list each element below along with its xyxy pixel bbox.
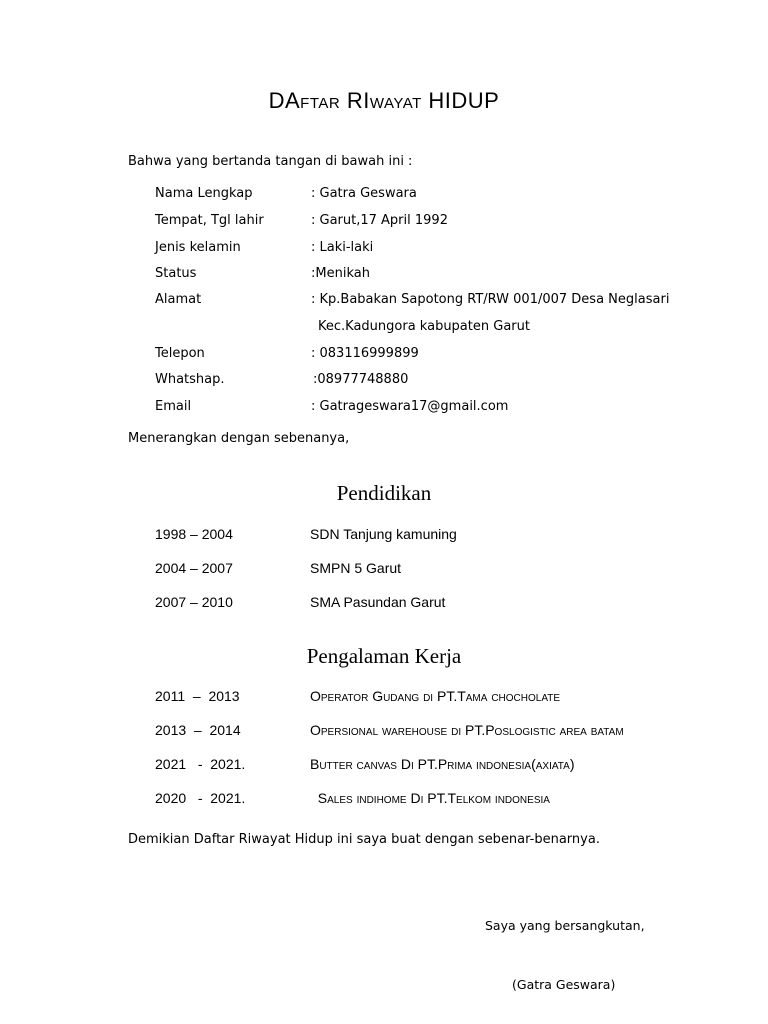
label-birth-place-date: Tempat, Tgl lahir (155, 213, 264, 228)
experience-years: 2011 – 2013 (155, 688, 240, 704)
experience-description: Operator Gudang di PT.Tama chocholate (310, 688, 561, 704)
value-full-name: : Gatra Geswara (311, 186, 417, 201)
education-school: SMA Pasundan Garut (310, 594, 446, 610)
signature-name: (Gatra Geswara) (512, 977, 616, 992)
education-years: 2007 – 2010 (155, 594, 233, 610)
value-phone: : 083116999899 (311, 346, 419, 361)
education-school: SMPN 5 Garut (310, 560, 402, 576)
experience-description: Opersional warehouse di PT.Poslogistic area batam (310, 722, 624, 738)
label-gender: Jenis kelamin (155, 240, 241, 255)
experience-description: Sales indihome Di PT.Telkom indonesia (310, 790, 550, 806)
value-gender: : Laki-laki (311, 240, 374, 255)
experience-years: 2021 - 2021. (155, 756, 246, 772)
label-address: Alamat (155, 292, 202, 307)
label-email: Email (155, 399, 192, 414)
value-address: : Kp.Babakan Sapotong RT/RW 001/007 Desa Neglasari (311, 292, 670, 307)
value-birth-place-date: : Garut,17 April 1992 (311, 213, 448, 228)
label-full-name: Nama Lengkap (155, 186, 253, 201)
experience-heading: Pengalaman Kerja (306, 644, 462, 668)
education-years: 1998 – 2004 (155, 526, 233, 542)
statement-text: Menerangkan dengan sebenanya, (128, 431, 350, 446)
value-address-line2: Kec.Kadungora kabupaten Garut (318, 319, 530, 334)
intro-text: Bahwa yang bertanda tangan di bawah ini : (128, 154, 413, 169)
value-whatsapp: :08977748880 (313, 372, 409, 387)
education-years: 2004 – 2007 (155, 560, 233, 576)
label-phone: Telepon (155, 346, 205, 361)
label-status: Status (155, 266, 197, 281)
experience-years: 2013 – 2014 (155, 722, 241, 738)
education-heading: Pendidikan (336, 481, 432, 505)
signature-line: Saya yang bersangkutan, (485, 918, 645, 933)
value-email: : Gatrageswara17@gmail.com (311, 399, 509, 414)
value-status: :Menikah (311, 266, 370, 281)
education-school: SDN Tanjung kamuning (310, 526, 457, 542)
experience-years: 2020 - 2021. (155, 790, 246, 806)
experience-description: Butter canvas Di PT.Prima indonesia(axiata) (310, 756, 575, 772)
label-whatsapp: Whatshap. (155, 372, 225, 387)
closing-text: Demikian Daftar Riwayat Hidup ini saya buat dengan sebenar-benarnya. (128, 832, 600, 847)
document-title: DAftar RIwayat HIDUP (268, 88, 500, 113)
